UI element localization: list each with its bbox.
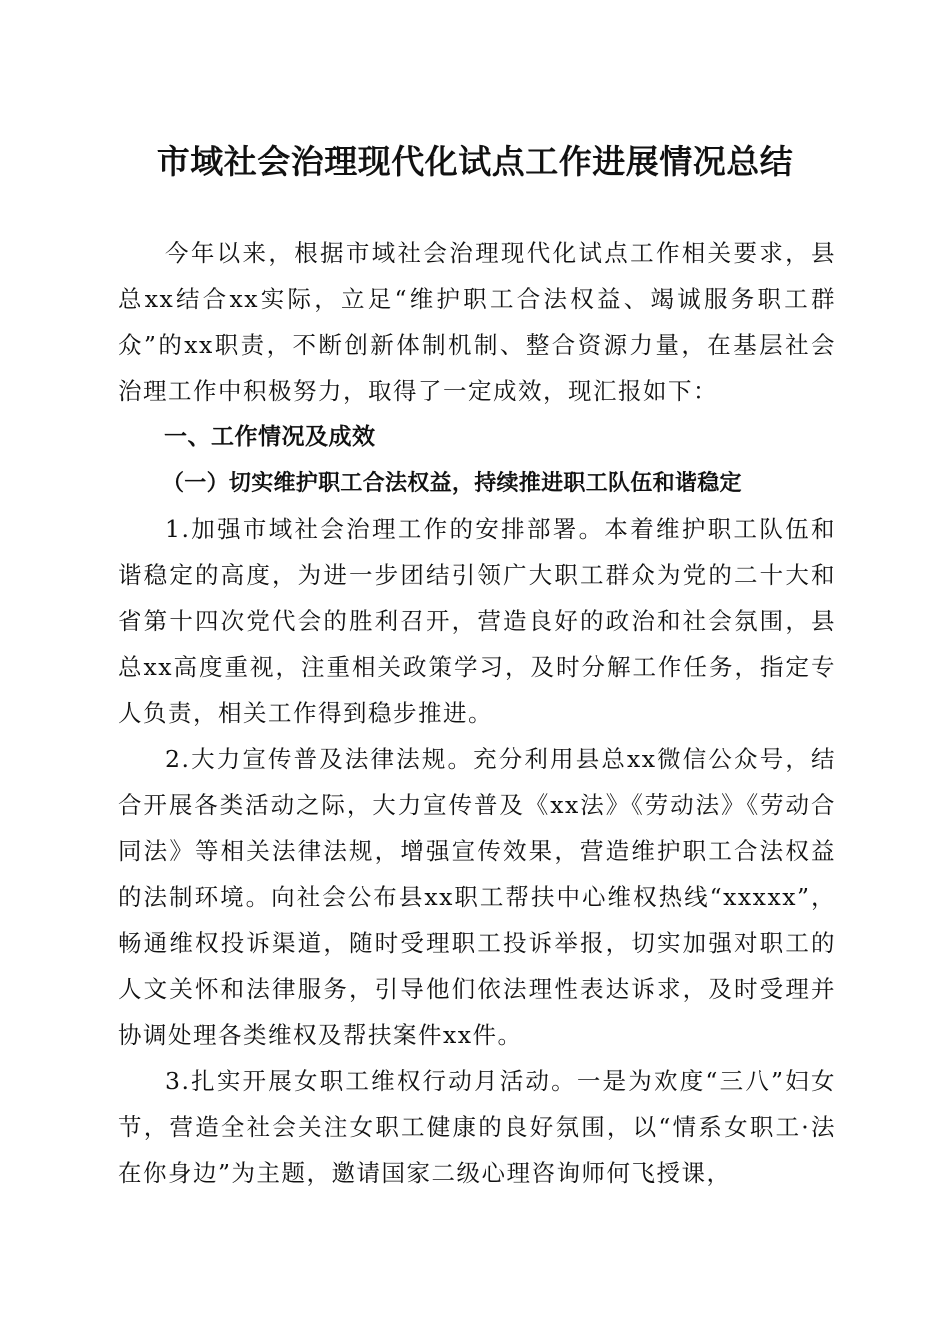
subsection-heading: （一）切实维护职工合法权益，持续推进职工队伍和谐稳定 <box>162 470 742 496</box>
paragraph-2: 2.大力宣传普及法律法规。充分利用县总xx微信公众号，结合开展各类活动之际，大力宣传普及《xx法》《劳动法》《劳动合同法》等相关法律法规，增强宣传效果，营造维护职工合法权益的法制环境。向社会公布县xx职工帮扶中心维权热线“xxxxx”，畅通维权投诉渠道，随时受理职工投诉举报，切实加强对职工的人文关怀和法律服务，引导他们依法理性表达诉求，及时受理并协调处理各类维权及帮扶案件xx件。 <box>118 745 836 1049</box>
intro-paragraph: 今年以来，根据市域社会治理现代化试点工作相关要求，县总xx结合xx实际，立足“维护职工合法权益、竭诚服务职工群众”的xx职责，不断创新体制机制、整合资源力量，在基层社会治理工作中积极努力，取得了一定成效，现汇报如下： <box>118 239 836 405</box>
paragraph-3: 3.扎实开展女职工维权行动月活动。一是为欢度“三八”妇女节，营造全社会关注女职工健康的良好氛围，以“情系女职工·法在你身边”为主题，邀请国家二级心理咨询师何飞授课， <box>118 1067 836 1187</box>
paragraph-1: 1.加强市域社会治理工作的安排部署。本着维护职工队伍和谐稳定的高度，为进一步团结引领广大职工群众为党的二十大和省第十四次党代会的胜利召开，营造良好的政治和社会氛围，县总xx高度重视，注重相关政策学习，及时分解工作任务，指定专人负责，相关工作得到稳步推进。 <box>118 515 836 727</box>
section-heading: 一、工作情况及成效 <box>164 424 376 450</box>
document-body <box>118 230 836 1196</box>
document-title: 市域社会治理现代化试点工作进展情况总结 <box>156 142 794 181</box>
